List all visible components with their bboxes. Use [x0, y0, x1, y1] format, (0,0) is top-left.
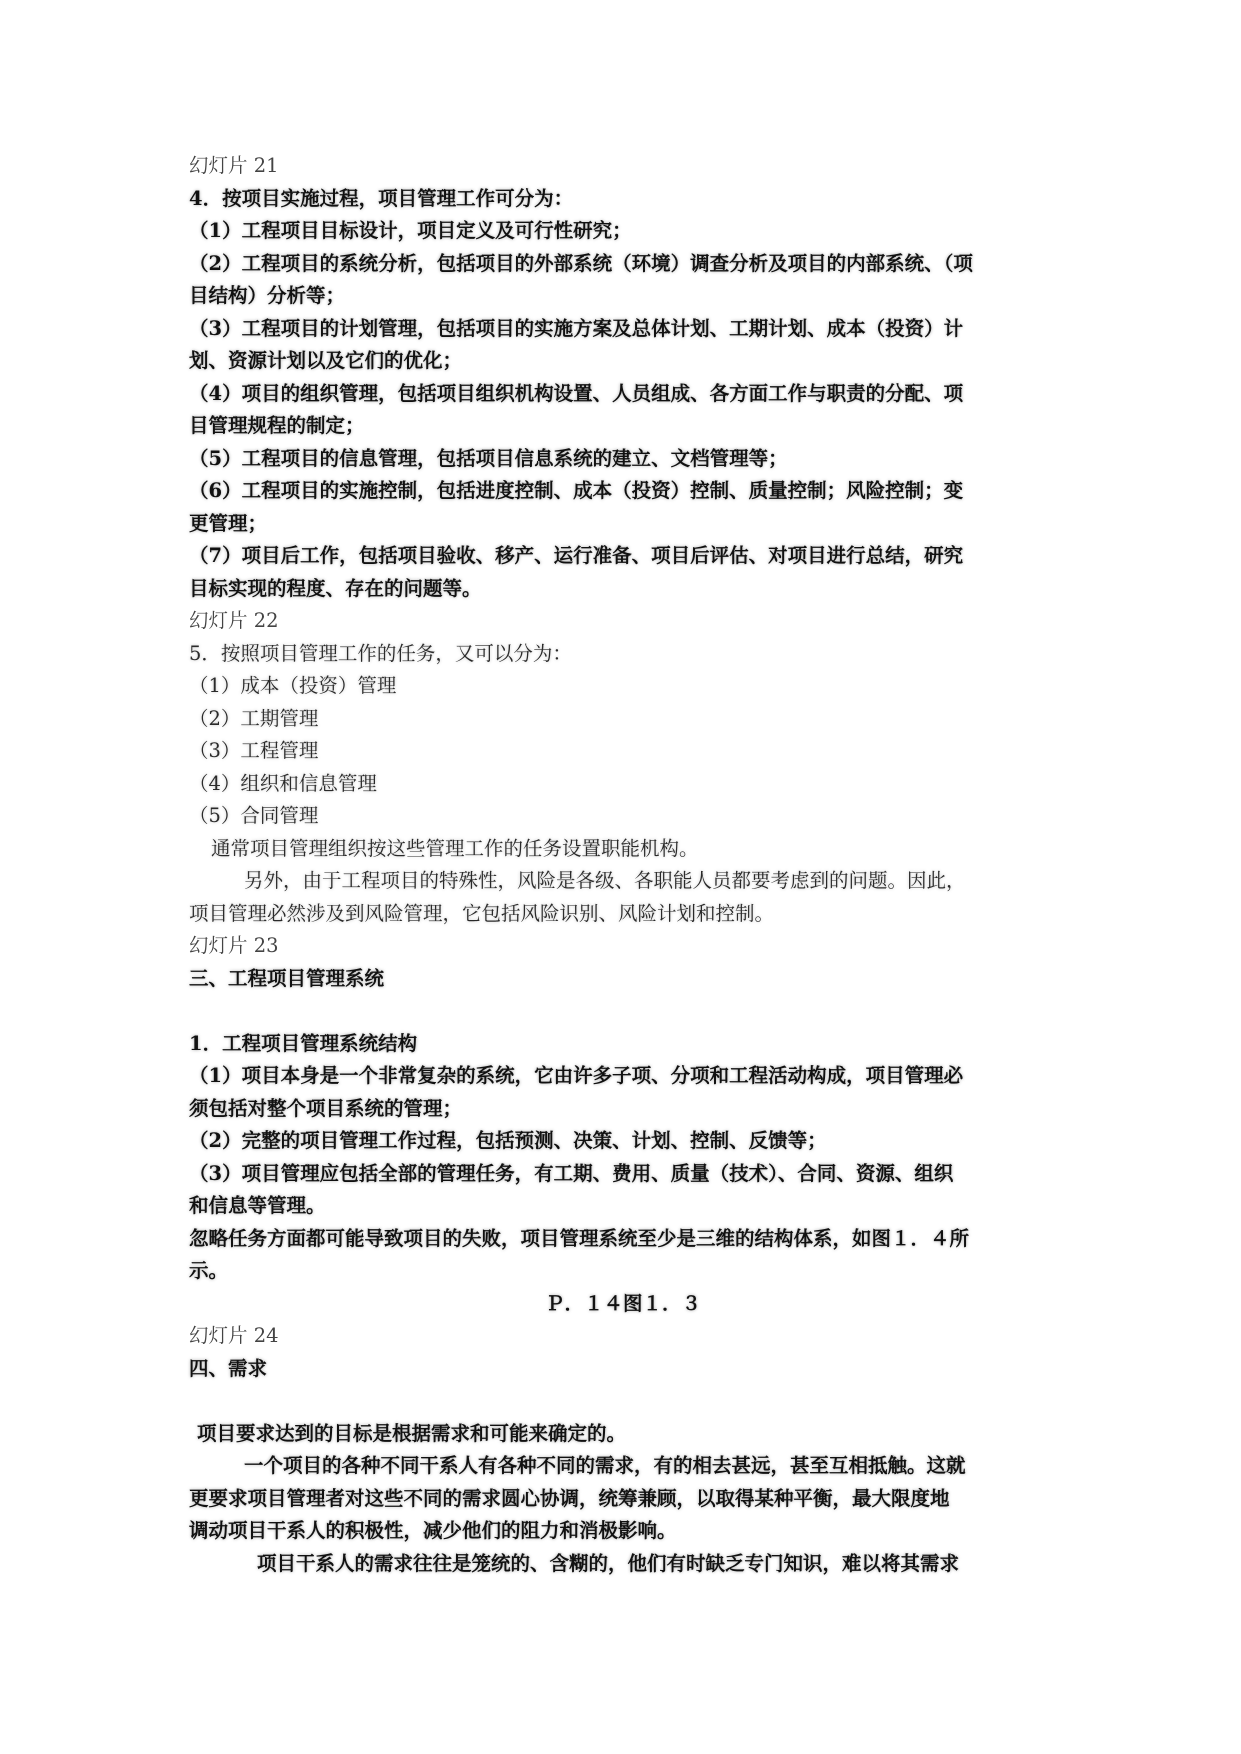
list-item: （3）工程项目的计划管理，包括项目的实施方案及总体计划、工期计划、成本（投资）计 — [189, 316, 964, 340]
subsection-heading-1: 1．工程项目管理系统结构 — [189, 1031, 418, 1055]
paragraph-continuation: 项目管理必然涉及到风险管理，它包括风险识别、风险计划和控制。 — [189, 901, 775, 925]
paragraph-continuation: 更要求项目管理者对这些不同的需求圆心协调，统筹兼顾，以取得某种平衡，最大限度地 — [189, 1486, 950, 1510]
slide-label-23: 幻灯片 23 — [189, 934, 279, 957]
slide-label-24: 幻灯片 24 — [189, 1324, 279, 1347]
list-item-continuation: 和信息等管理。 — [189, 1194, 326, 1217]
slide-label-22: 幻灯片 22 — [189, 609, 279, 632]
paragraph: 通常项目管理组织按这些管理工作的任务设置职能机构。 — [211, 836, 699, 860]
paragraph-continuation: 调动项目干系人的积极性，减少他们的阻力和消极影响。 — [189, 1519, 677, 1542]
paragraph: 另外，由于工程项目的特殊性，风险是各级、各职能人员都要考虑到的问题。因此， — [244, 869, 966, 892]
list-item: （4）组织和信息管理 — [189, 771, 377, 795]
paragraph-continuation: 示。 — [189, 1259, 229, 1282]
list-item-continuation: 更管理； — [189, 511, 268, 535]
spacer — [189, 1385, 1057, 1418]
list-item-continuation: 目管理规程的制定； — [189, 414, 365, 437]
list-item: （2）工程项目的系统分析，包括项目的外部系统（环境）调查分析及项目的内部系统、（项 — [189, 251, 973, 275]
list-item: （2）工期管理 — [189, 706, 319, 730]
slide-label-21: 幻灯片 21 — [189, 154, 279, 177]
list-item: （5）合同管理 — [189, 804, 319, 827]
list-item-continuation: 划、资源计划以及它们的优化； — [189, 349, 463, 372]
list-item: （3）项目管理应包括全部的管理任务，有工期、费用、质量（技术）、合同、资源、组织 — [189, 1161, 954, 1185]
list-item: （1）工程项目目标设计，项目定义及可行性研究； — [189, 219, 632, 242]
section-heading-3: 三、工程项目管理系统 — [189, 966, 385, 990]
document-page — [189, 150, 1057, 1580]
list-item: （2）完整的项目管理工作过程，包括预测、决策、计划、控制、反馈等； — [189, 1129, 827, 1152]
list-item-continuation: 目结构）分析等； — [189, 284, 346, 307]
paragraph: 忽略任务方面都可能导致项目的失败，项目管理系统至少是三维的结构体系，如图１．４所 — [189, 1226, 970, 1250]
section-heading-4-demand: 四、需求 — [189, 1356, 268, 1380]
figure-reference: Ｐ．１４图１．３ — [544, 1291, 701, 1315]
section-heading-5: 5．按照项目管理工作的任务，又可以分为： — [189, 641, 572, 665]
list-item-continuation: 须包括对整个项目系统的管理； — [189, 1096, 463, 1120]
list-item: （1）成本（投资）管理 — [189, 674, 397, 697]
list-item: （1）项目本身是一个非常复杂的系统，它由许多子项、分项和工程活动构成，项目管理必 — [189, 1064, 964, 1087]
paragraph: 项目干系人的需求往往是笼统的、含糊的，他们有时缺乏专门知识，难以将其需求 — [257, 1551, 960, 1575]
spacer — [189, 995, 1057, 1028]
list-item: （7）项目后工作，包括项目验收、移产、运行准备、项目后评估、对项目进行总结，研究 — [189, 544, 964, 567]
section-heading-4: 4．按项目实施过程，项目管理工作可分为： — [189, 186, 574, 210]
list-item-continuation: 目标实现的程度、存在的问题等。 — [189, 576, 482, 600]
list-item: （5）工程项目的信息管理，包括项目信息系统的建立、文档管理等； — [189, 446, 788, 470]
list-item: （4）项目的组织管理，包括项目组织机构设置、人员组成、各方面工作与职责的分配、项 — [189, 381, 964, 405]
list-item: （6）工程项目的实施控制，包括进度控制、成本（投资）控制、质量控制；风险控制；变 — [189, 479, 964, 502]
paragraph: 一个项目的各种不同干系人有各种不同的需求，有的相去甚远，甚至互相抵触。这就 — [244, 1454, 966, 1477]
paragraph: 项目要求达到的目标是根据需求和可能来确定的。 — [197, 1421, 627, 1445]
list-item: （3）工程管理 — [189, 739, 319, 762]
